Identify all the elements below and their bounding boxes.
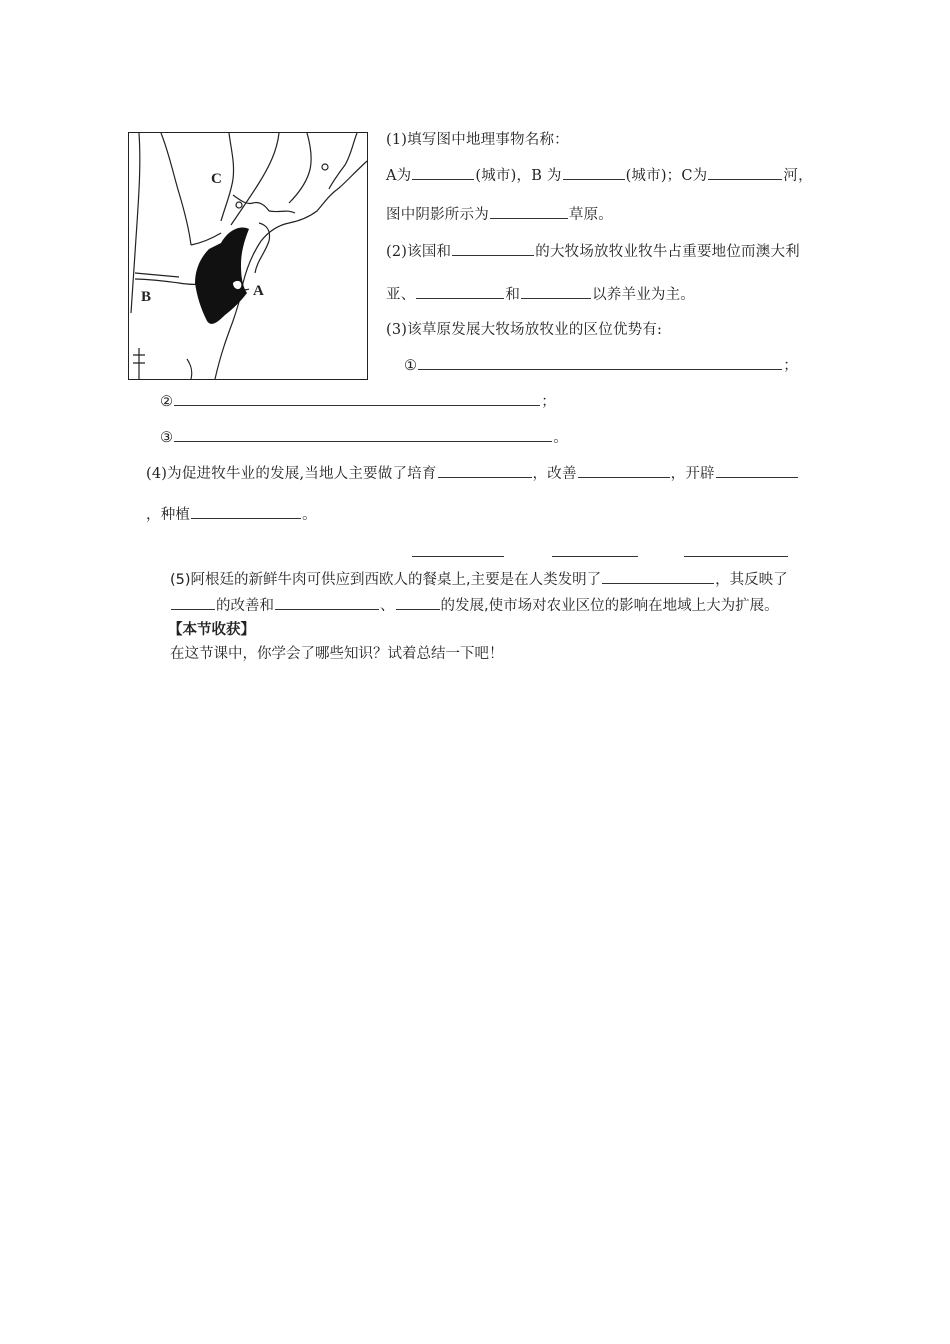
q3-title: (3)该草原发展大牧场放牧业的区位优势有: (386, 322, 663, 338)
q5-line2-mid2: 、 (380, 598, 395, 614)
q3-item2-end: ； (541, 394, 556, 410)
map-label-c: C (211, 171, 222, 187)
q2-line1-prefix: (2)该国和 (386, 244, 452, 260)
q1-line-a (386, 164, 813, 185)
q1-a-prefix: A为 (386, 168, 412, 184)
q1-shade-suffix: 草原。 (568, 207, 614, 223)
q1-b-suffix: (城市)；C为 (625, 168, 708, 184)
q2-line2-prefix: 亚、 (386, 287, 416, 303)
q5-blank1[interactable] (171, 608, 215, 610)
q5-line1-prefix: (5)阿根廷的新鲜牛肉可供应到西欧人的餐桌上,主要是在人类发明了 (170, 572, 602, 588)
q3-item1 (404, 354, 798, 375)
q3-item2-blank[interactable] (174, 404, 540, 406)
q2-line1-suffix: 的大牧场放牧业牧牛占重要地位而澳大利 (535, 244, 800, 260)
map-label-b: B (141, 289, 152, 305)
residual-lines (400, 556, 788, 558)
q4-part2: ，改善 (532, 466, 577, 482)
q4-line1 (146, 462, 799, 483)
q3-item1-num: ① (404, 358, 418, 374)
q5-line2-suffix: 的发展,使市场对农业区位的影响在地域上大为扩展。 (440, 598, 779, 614)
q2-line2 (386, 283, 695, 304)
q5-line1 (170, 568, 788, 589)
q4-part4: ，种植 (146, 507, 191, 523)
q4-part5: 。 (302, 507, 317, 523)
q3-item3-end: 。 (553, 430, 568, 446)
q1-shade-prefix: 图中阴影所示为 (386, 207, 489, 223)
map-label-a: A (253, 283, 264, 299)
q2-country3-blank[interactable] (521, 297, 591, 299)
q1-line-shade (386, 203, 613, 224)
q4-open-blank[interactable] (716, 476, 798, 478)
q5-blank3[interactable] (396, 608, 440, 610)
q4-line2 (146, 503, 317, 524)
summary-heading: 【本节收获】 (168, 622, 255, 638)
q2-line2-mid: 和 (505, 287, 521, 303)
q2-country2-blank[interactable] (416, 297, 504, 299)
q1-c-suffix: 河， (783, 168, 813, 184)
map-drawing (129, 133, 367, 379)
q3-item3-blank[interactable] (174, 440, 552, 442)
q2-country-blank[interactable] (452, 254, 534, 256)
q3-item1-end: ； (783, 358, 798, 374)
q1-a-suffix: (城市)，B 为 (475, 168, 562, 184)
q4-improve-blank[interactable] (578, 476, 670, 478)
q5-invention-blank[interactable] (602, 582, 714, 584)
q5-line1-suffix: ，其反映了 (715, 572, 788, 588)
q3-item3 (160, 426, 568, 447)
q1-c-blank[interactable] (708, 178, 782, 180)
q4-part3: ，开辟 (670, 466, 715, 482)
q4-part1: (4)为促进牧牛业的发展,当地人主要做了培育 (146, 466, 437, 482)
q5-line2 (170, 594, 779, 615)
q3-item2-num: ② (160, 394, 174, 410)
q1-b-blank[interactable] (563, 178, 625, 180)
summary-prompt: 在这节课中，你学会了哪些知识？试着总结一下吧！ (170, 646, 504, 662)
q2-line2-suffix: 以养羊业为主。 (592, 287, 696, 303)
q3-item1-blank[interactable] (418, 368, 782, 370)
q1-shade-blank[interactable] (490, 217, 568, 219)
q4-breed-blank[interactable] (438, 476, 532, 478)
pampas-map-figure (128, 132, 368, 380)
q1-a-blank[interactable] (412, 178, 474, 180)
q5-line2-mid1: 的改善和 (216, 598, 274, 614)
q2-line1 (386, 240, 800, 261)
q5-blank2[interactable] (275, 608, 379, 610)
q4-plant-blank[interactable] (191, 517, 301, 519)
q1-title: (1)填写图中地理事物名称： (386, 132, 569, 148)
q3-item3-num: ③ (160, 430, 174, 446)
q3-item2 (160, 390, 556, 411)
